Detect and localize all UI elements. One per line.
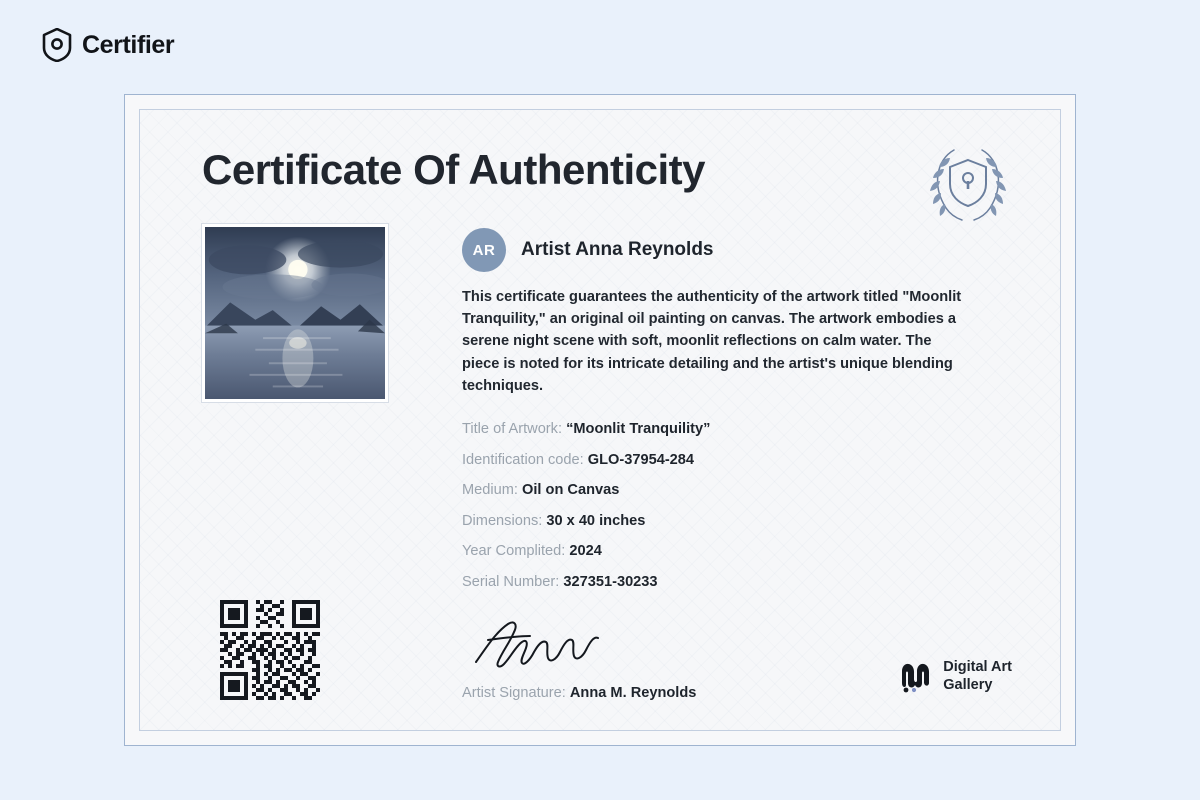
certificate-description: This certificate guarantees the authenticity of the artwork titled "Moonlit Tranquility," an original oil painting on canvas. The artwork embodies a serene night scene with soft, moonlit reflections on calm water. The piece is noted for its intricate detailing and the artist's unique blending techniques.: [462, 289, 962, 394]
artist-row: [462, 228, 714, 272]
field-label: Title of Artwork:: [462, 421, 563, 437]
certificate-title: Certificate Of Authenticity: [202, 146, 706, 193]
gallery-name: [943, 658, 1012, 694]
field-row: [462, 422, 982, 437]
artwork-image: [202, 224, 388, 402]
handwritten-signature-icon: [468, 618, 668, 674]
field-row: [462, 514, 982, 529]
field-value: Oil on Canvas: [522, 482, 620, 499]
certificate-fields: [462, 422, 982, 606]
gallery-logo: [898, 658, 1012, 694]
field-row: [462, 544, 982, 559]
signature-value: Anna M. Reynolds: [569, 685, 697, 701]
avatar: AR: [462, 228, 506, 272]
signature-label: Artist Signature:: [462, 685, 566, 701]
gallery-line-1: Digital Art: [943, 658, 1012, 675]
field-row: [462, 483, 982, 498]
certifier-mark-icon: [42, 28, 72, 62]
certificate-body: [139, 109, 1061, 731]
field-row: [462, 575, 982, 590]
brand-header[interactable]: [42, 28, 174, 62]
field-label: Medium:: [462, 482, 518, 499]
signature-block: [462, 618, 792, 701]
field-label: Identification code:: [462, 451, 584, 468]
qr-code-icon[interactable]: [220, 600, 320, 700]
field-value: “Moonlit Tranquility”: [566, 421, 711, 437]
certificate-frame: [124, 94, 1076, 746]
field-value: GLO-37954-284: [587, 451, 695, 468]
field-row: [462, 453, 982, 468]
field-value: 2024: [569, 543, 602, 560]
field-value: 30 x 40 inches: [546, 512, 646, 529]
field-label: Serial Number:: [462, 573, 560, 590]
digital-art-gallery-mark-icon: [898, 659, 932, 693]
field-value: 327351-30233: [563, 573, 658, 590]
laurel-shield-seal-icon: [920, 138, 1016, 230]
signature-line: [462, 685, 792, 701]
artist-name: Artist Anna Reynolds: [521, 239, 714, 260]
field-label: Year Complited:: [462, 543, 566, 560]
brand-name: Certifier: [82, 30, 175, 59]
field-label: Dimensions:: [462, 512, 543, 529]
gallery-line-2: Gallery: [943, 676, 993, 693]
